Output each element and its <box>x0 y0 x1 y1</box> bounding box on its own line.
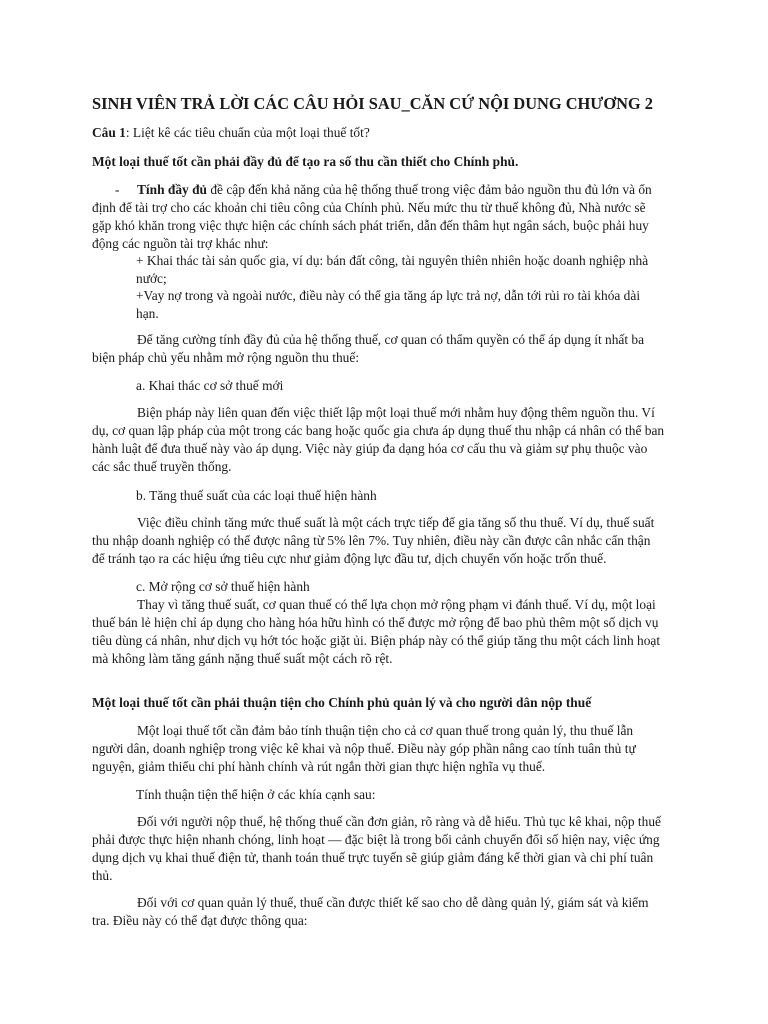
section-2-heading: Một loại thuế tốt cần phải thuận tiện cho Chính phủ quản lý và cho người dân nộp thuế <box>92 695 592 710</box>
question-1-text: : Liệt kê các tiêu chuẩn của một loại thuế tốt? <box>125 125 370 140</box>
sub-item-borrowing: +Vay nợ trong và ngoài nước, điều này có thể gia tăng áp lực trả nợ, dẫn tới rủi ro tài khóa dài hạn. <box>136 288 641 321</box>
measure-c-heading: c. Mở rộng cơ sở thuế hiện hành <box>136 579 310 594</box>
paragraph-measures-intro: Để tăng cường tính đầy đủ của hệ thống thuế, cơ quan có thẩm quyền có thể áp dụng ít nhất ba biện pháp chủ yếu nhằm mở rộng nguồn thu thuế: <box>92 332 645 365</box>
convenience-tax-authority: Đối với cơ quan quản lý thuế, thuế cần được thiết kế sao cho dễ dàng quản lý, giám sát và kiểm tra. Điều này có thể đạt được thông qua: <box>92 895 649 928</box>
measure-a-text: Biện pháp này liên quan đến việc thiết lập một loại thuế mới nhằm huy động thêm nguồn thu. Ví dụ, cơ quan lập pháp của một trong các bang hoặc quốc gia chưa áp dụng thuế thu nhập cá nhân có thể ban hành luật để đưa thuế này vào áp dụng. Việc này giúp đa dạng hóa cơ cấu thu và giảm sự phụ thuộc vào các sắc thuế truyền thống. <box>92 405 665 474</box>
measure-b-heading: b. Tăng thuế suất của các loại thuế hiện hành <box>136 488 377 503</box>
question-1-label: Câu 1 <box>92 125 126 140</box>
convenience-intro: Một loại thuế tốt cần đảm bảo tính thuận tiện cho cả cơ quan thuế trong quản lý, thu thuế lẫn người dân, doanh nghiệp trong việc kê khai và nộp thuế. Điều này góp phần nâng cao tính tuân thủ tự nguyện, giảm thiểu chi phí hành chính và rút ngắn thời gian thực hiện nghĩa vụ thuế. <box>92 723 636 774</box>
bullet-dash: - <box>115 182 120 197</box>
document-title: SINH VIÊN TRẢ LỜI CÁC CÂU HỎI SAU_CĂN CỨ NỘI DUNG CHƯƠNG 2 <box>92 94 653 113</box>
convenience-taxpayer: Đối với người nộp thuế, hệ thống thuế cần đơn giản, rõ ràng và dễ hiểu. Thủ tục kê khai, nộp thuế phải được thực hiện nhanh chóng, linh hoạt — đặc biệt là trong bối cảnh chuyển đổi số hiện nay, việc ứng dụng dịch vụ khai thuế điện tử, thanh toán thuế trực tuyến sẽ giúp giảm đáng kể thời gian và chi phí tuân thủ. <box>92 814 661 883</box>
convenience-aspects-heading: Tính thuận tiện thể hiện ở các khía cạnh sau: <box>136 787 376 802</box>
bullet-term: Tính đầy đủ <box>137 182 207 197</box>
bullet-completeness <box>92 181 666 253</box>
measure-c-text: Thay vì tăng thuế suất, cơ quan thuế có thể lựa chọn mở rộng phạm vi đánh thuế. Ví dụ, một loại thuế bán lẻ hiện chỉ áp dụng cho hàng hóa hữu hình có thể được mở rộng để bao phủ thêm một số dịch vụ tiêu dùng cá nhân, như dịch vụ hớt tóc hoặc giặt ủi. Biện pháp này có thể giúp tăng thu một cách linh hoạt mà không làm tăng gánh nặng thuế suất một cách rõ rệt. <box>92 597 661 666</box>
bullet-text: đề cập đến khả năng của hệ thống thuế trong việc đảm bảo nguồn thu đủ lớn và ổn định để tài trợ cho các khoản chi tiêu công của Chính phủ. Nếu mức thu từ thuế không đủ, Nhà nước sẽ gặp khó khăn trong việc thực hiện các chính sách phát triển, dẫn đến thâm hụt ngân sách, buộc phải huy động các nguồn tài trợ khác như: <box>92 182 652 251</box>
section-1-heading: Một loại thuế tốt cần phải đầy đủ để tạo ra số thu cần thiết cho Chính phủ. <box>92 154 519 169</box>
measure-a-heading: a. Khai thác cơ sở thuế mới <box>136 378 284 393</box>
question-1 <box>92 124 666 142</box>
measure-b-text: Việc điều chỉnh tăng mức thuế suất là một cách trực tiếp để gia tăng số thu thuế. Ví dụ, thuế suất thu nhập doanh nghiệp có thể được nâng từ 5% lên 7%. Tuy nhiên, điều này cần được cân nhắc cẩn thận để tránh tạo ra các hiệu ứng tiêu cực như giảm động lực đầu tư, dịch chuyển vốn hoặc trốn thuế. <box>92 515 655 566</box>
sub-item-national-assets: + Khai thác tài sản quốc gia, ví dụ: bán đất công, tài nguyên thiên nhiên hoặc doanh nghiệp nhà nước; <box>136 253 649 286</box>
